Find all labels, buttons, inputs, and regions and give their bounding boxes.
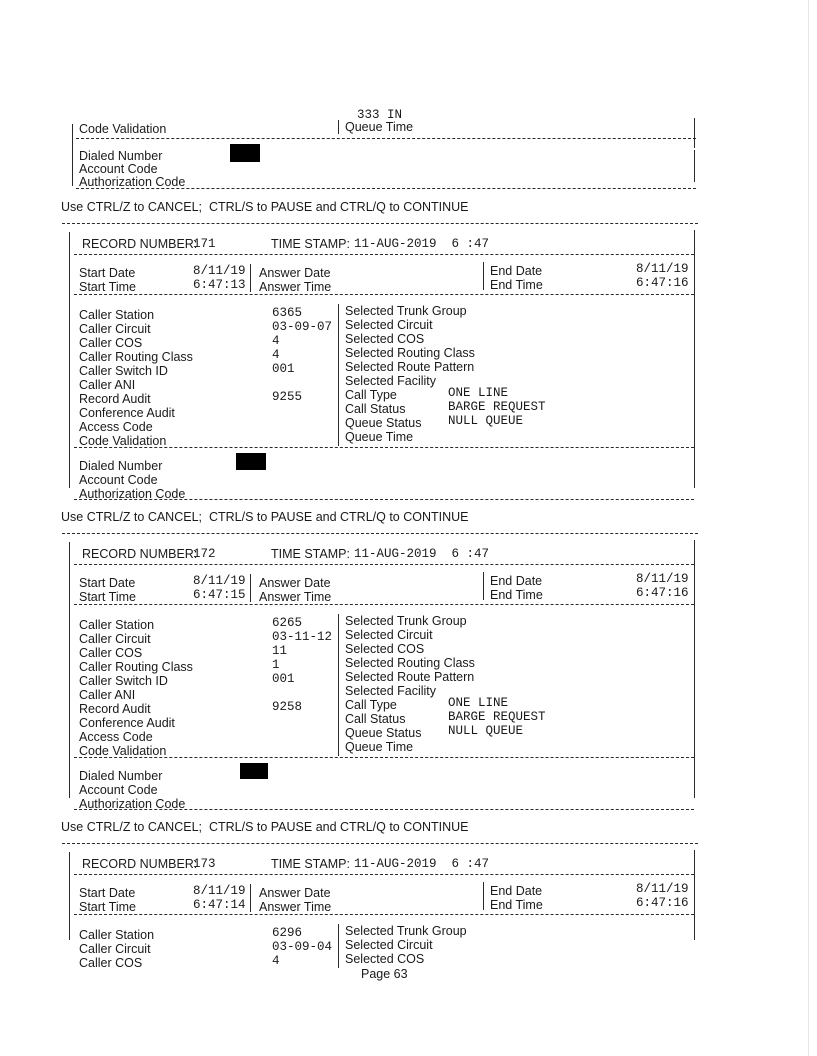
caller-cos-value: 4: [272, 954, 280, 968]
page-footer: Page 63: [361, 967, 408, 981]
end-date-value: 8/11/19: [636, 882, 689, 896]
caller-circuit-value: 03-09-07: [272, 320, 333, 334]
column-divider: [483, 572, 484, 600]
dashed-separator: [76, 138, 696, 139]
call-type-label: Call Type: [345, 388, 397, 402]
caller-station-label: Caller Station: [79, 618, 155, 632]
selected-cos-label: Selected COS: [345, 332, 425, 346]
continue-prompt: Use CTRL/Z to CANCEL; CTRL/S to PAUSE and CTRL/Q to CONTINUE: [61, 510, 469, 524]
call-type-value: ONE LINE: [448, 386, 509, 400]
start-date-label: Start Date: [79, 266, 136, 280]
access-code-label: Access Code: [79, 730, 153, 744]
start-date-value: 8/11/19: [193, 264, 246, 278]
answer-date-label: Answer Date: [259, 576, 331, 590]
caller-switch-id-value: 001: [272, 672, 295, 686]
queue-status-label: Queue Status: [345, 416, 422, 430]
selected-circuit-label: Selected Circuit: [345, 318, 433, 332]
time-stamp-label: TIME STAMP:: [271, 547, 350, 561]
box-right-edge: [694, 118, 695, 148]
caller-station-value: 6296: [272, 926, 303, 940]
end-date-value: 8/11/19: [636, 262, 689, 276]
caller-circuit-label: Caller Circuit: [79, 322, 151, 336]
selected-trunk-group-label: Selected Trunk Group: [345, 614, 467, 628]
continue-prompt: Use CTRL/Z to CANCEL; CTRL/S to PAUSE and CTRL/Q to CONTINUE: [61, 200, 469, 214]
caller-circuit-label: Caller Circuit: [79, 632, 151, 646]
account-code-label: Account Code: [79, 783, 158, 797]
code-validation-label: Code Validation: [79, 744, 167, 758]
selected-circuit-label: Selected Circuit: [345, 628, 433, 642]
answer-date-label: Answer Date: [259, 266, 331, 280]
caller-routing-class-value: 4: [272, 348, 280, 362]
caller-routing-class-value: 1: [272, 658, 280, 672]
account-code-label: Account Code: [79, 162, 158, 176]
dashed-separator: [76, 188, 696, 189]
caller-ani-label: Caller ANI: [79, 378, 136, 392]
redaction-block: [240, 763, 268, 779]
caller-switch-id-value: 001: [272, 362, 295, 376]
record-audit-label: Record Audit: [79, 702, 151, 716]
caller-cos-label: Caller COS: [79, 336, 143, 350]
dialed-number-label: Dialed Number: [79, 769, 163, 783]
end-date-label: End Date: [490, 574, 543, 588]
dashed-separator: [74, 757, 694, 758]
queue-status-label: Queue Status: [345, 726, 422, 740]
selected-facility-label: Selected Facility: [345, 684, 437, 698]
box-left-edge: [69, 852, 70, 940]
box-right-edge: [694, 230, 695, 488]
caller-cos-label: Caller COS: [79, 956, 143, 970]
authorization-code-label: Authorization Code: [79, 175, 186, 189]
box-right-edge: [694, 540, 695, 798]
time-stamp-value: 11-AUG-2019 6 :47: [354, 857, 490, 871]
start-time-value: 6:47:15: [193, 588, 246, 602]
column-divider: [250, 574, 251, 602]
selected-route-pattern-label: Selected Route Pattern: [345, 670, 475, 684]
caller-station-value: 6365: [272, 306, 303, 320]
page-edge-shadow: [808, 0, 809, 1056]
box-right-edge: [694, 850, 695, 940]
dashed-separator: [74, 294, 694, 295]
dashed-separator: [74, 254, 694, 255]
start-date-label: Start Date: [79, 886, 136, 900]
column-divider: [338, 614, 339, 756]
redaction-block: [236, 453, 266, 470]
end-date-label: End Date: [490, 884, 543, 898]
end-date-value: 8/11/19: [636, 572, 689, 586]
selected-routing-class-label: Selected Routing Class: [345, 346, 475, 360]
dashed-separator: [74, 604, 694, 605]
box-left-edge: [69, 232, 70, 488]
caller-cos-value: 11: [272, 644, 288, 658]
time-stamp-value: 11-AUG-2019 6 :47: [354, 237, 490, 251]
conference-audit-label: Conference Audit: [79, 406, 175, 420]
call-status-label: Call Status: [345, 712, 406, 726]
record-number-label: RECORD NUMBER:: [82, 237, 198, 251]
dashed-separator: [62, 223, 698, 224]
record-number-value: 171: [193, 237, 216, 251]
box-left-edge: [69, 542, 70, 798]
start-date-value: 8/11/19: [193, 884, 246, 898]
code-validation-label: Code Validation: [79, 122, 167, 136]
caller-station-label: Caller Station: [79, 928, 155, 942]
record-audit-value: 9258: [272, 700, 303, 714]
box-right-edge: [694, 150, 695, 182]
authorization-code-label: Authorization Code: [79, 797, 186, 811]
authorization-code-label: Authorization Code: [79, 487, 186, 501]
column-divider: [483, 882, 484, 910]
end-time-value: 6:47:16: [636, 276, 689, 290]
column-divider: [250, 264, 251, 292]
queue-time-label: Queue Time: [345, 120, 414, 134]
start-date-label: Start Date: [79, 576, 136, 590]
caller-routing-class-label: Caller Routing Class: [79, 350, 193, 364]
dialed-number-label: Dialed Number: [79, 149, 163, 163]
selected-route-pattern-label: Selected Route Pattern: [345, 360, 475, 374]
code-validation-label: Code Validation: [79, 434, 167, 448]
answer-time-label: Answer Time: [259, 900, 332, 914]
end-date-label: End Date: [490, 264, 543, 278]
answer-time-label: Answer Time: [259, 280, 332, 294]
queue-time-label: Queue Time: [345, 740, 414, 754]
conference-audit-label: Conference Audit: [79, 716, 175, 730]
call-status-value: BARGE REQUEST: [448, 400, 546, 414]
end-time-label: End Time: [490, 898, 543, 912]
end-time-value: 6:47:16: [636, 896, 689, 910]
caller-cos-label: Caller COS: [79, 646, 143, 660]
column-divider: [338, 924, 339, 968]
record-number-value: 172: [193, 547, 216, 561]
header-value: 333 IN: [357, 108, 403, 122]
dialed-number-label: Dialed Number: [79, 459, 163, 473]
column-divider: [250, 884, 251, 912]
start-time-value: 6:47:13: [193, 278, 246, 292]
call-status-value: BARGE REQUEST: [448, 710, 546, 724]
queue-time-label: Queue Time: [345, 430, 414, 444]
selected-trunk-group-label: Selected Trunk Group: [345, 304, 467, 318]
caller-station-value: 6265: [272, 616, 303, 630]
caller-circuit-label: Caller Circuit: [79, 942, 151, 956]
record-audit-label: Record Audit: [79, 392, 151, 406]
dashed-separator: [74, 809, 694, 810]
dashed-separator: [62, 843, 698, 844]
answer-date-label: Answer Date: [259, 886, 331, 900]
end-time-label: End Time: [490, 278, 543, 292]
caller-cos-value: 4: [272, 334, 280, 348]
queue-status-value: NULL QUEUE: [448, 724, 524, 738]
start-time-label: Start Time: [79, 280, 136, 294]
start-time-label: Start Time: [79, 900, 136, 914]
caller-switch-id-label: Caller Switch ID: [79, 674, 168, 688]
caller-ani-label: Caller ANI: [79, 688, 136, 702]
column-divider: [338, 304, 339, 446]
record-number-value: 173: [193, 857, 216, 871]
time-stamp-label: TIME STAMP:: [271, 857, 350, 871]
dashed-separator: [74, 499, 694, 500]
dashed-separator: [74, 447, 694, 448]
selected-cos-label: Selected COS: [345, 642, 425, 656]
caller-switch-id-label: Caller Switch ID: [79, 364, 168, 378]
caller-station-label: Caller Station: [79, 308, 155, 322]
column-divider: [338, 120, 339, 134]
column-divider: [483, 262, 484, 290]
dashed-separator: [62, 533, 698, 534]
selected-circuit-label: Selected Circuit: [345, 938, 433, 952]
account-code-label: Account Code: [79, 473, 158, 487]
dashed-separator: [74, 874, 694, 875]
time-stamp-label: TIME STAMP:: [271, 237, 350, 251]
start-time-value: 6:47:14: [193, 898, 246, 912]
selected-routing-class-label: Selected Routing Class: [345, 656, 475, 670]
end-time-label: End Time: [490, 588, 543, 602]
record-number-label: RECORD NUMBER:: [82, 857, 198, 871]
call-type-label: Call Type: [345, 698, 397, 712]
record-number-label: RECORD NUMBER:: [82, 547, 198, 561]
selected-facility-label: Selected Facility: [345, 374, 437, 388]
caller-circuit-value: 03-11-12: [272, 630, 333, 644]
access-code-label: Access Code: [79, 420, 153, 434]
start-date-value: 8/11/19: [193, 574, 246, 588]
end-time-value: 6:47:16: [636, 586, 689, 600]
start-time-label: Start Time: [79, 590, 136, 604]
queue-status-value: NULL QUEUE: [448, 414, 524, 428]
dashed-separator: [74, 564, 694, 565]
record-audit-value: 9255: [272, 390, 303, 404]
box-left-edge: [72, 124, 73, 186]
continue-prompt: Use CTRL/Z to CANCEL; CTRL/S to PAUSE and CTRL/Q to CONTINUE: [61, 820, 469, 834]
call-status-label: Call Status: [345, 402, 406, 416]
answer-time-label: Answer Time: [259, 590, 332, 604]
call-type-value: ONE LINE: [448, 696, 509, 710]
redaction-block: [230, 144, 260, 162]
dashed-separator: [74, 914, 694, 915]
caller-circuit-value: 03-09-04: [272, 940, 333, 954]
time-stamp-value: 11-AUG-2019 6 :47: [354, 547, 490, 561]
caller-routing-class-label: Caller Routing Class: [79, 660, 193, 674]
selected-trunk-group-label: Selected Trunk Group: [345, 924, 467, 938]
selected-cos-label: Selected COS: [345, 952, 425, 966]
